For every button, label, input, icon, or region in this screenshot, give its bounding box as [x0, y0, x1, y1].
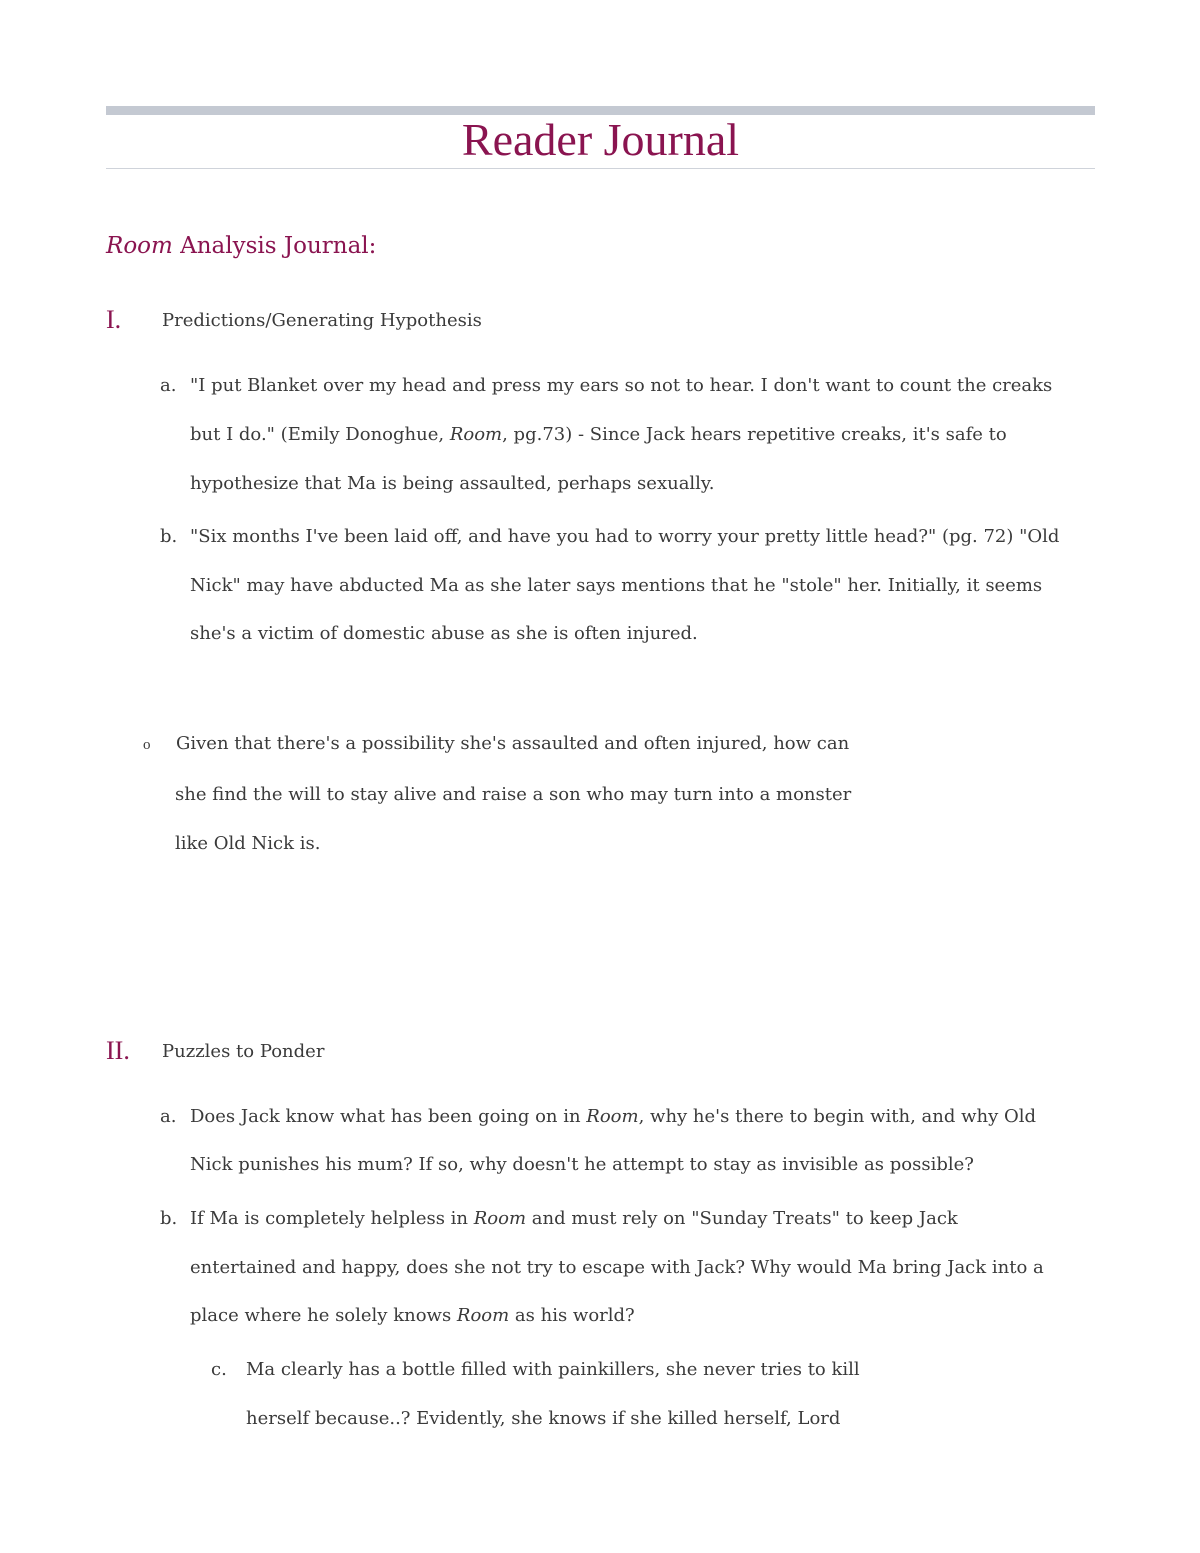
section-2-numeral: II. — [106, 1036, 130, 1065]
section-2-item-a-marker: a. — [160, 1106, 177, 1127]
section-2-item-b-marker: b. — [160, 1208, 178, 1229]
section-2-item-c-line-1: Ma clearly has a bottle filled with painkillers, she never tries to kill — [246, 1359, 860, 1380]
section-2-item-a-line-2: Nick punishes his mum? If so, why doesn't he attempt to stay as invisible as possible? — [190, 1154, 974, 1175]
section-2-item-b-line-2: entertained and happy, does she not try to escape with Jack? Why would Ma bring Jack into a — [190, 1257, 1044, 1278]
section-2-item-b-line-3 — [190, 1301, 635, 1331]
text-run: , pg.73) - Since Jack hears repetitive creaks, it's safe to — [502, 424, 1007, 445]
heading-text: Analysis Journal: — [172, 233, 377, 259]
section-1-item-a-line-3: hypothesize that Ma is being assaulted, perhaps sexually. — [190, 473, 715, 494]
section-1-bullet-line-2: she find the will to stay alive and raise a son who may turn into a monster — [175, 784, 852, 805]
section-2-item-c-line-2: herself because..? Evidently, she knows if she killed herself, Lord — [246, 1408, 841, 1429]
book-title-italic: Room — [449, 424, 503, 445]
text-run: If Ma is completely helpless in — [190, 1208, 474, 1229]
section-1-item-a-marker: a. — [160, 375, 177, 396]
journal-heading — [106, 230, 376, 262]
section-1-item-a-line-1: "I put Blanket over my head and press my ears so not to hear. I don't want to count the creaks — [190, 375, 1053, 396]
section-1-item-a-line-2 — [190, 420, 1007, 450]
section-1-item-b-marker: b. — [160, 526, 178, 547]
section-2-title: Puzzles to Ponder — [162, 1041, 325, 1062]
section-1-title: Predictions/Generating Hypothesis — [162, 310, 482, 331]
section-1-item-b-line-2: Nick" may have abducted Ma as she later says mentions that he "stole" her. Initially, it seems — [190, 575, 1043, 596]
text-run: and must rely on "Sunday Treats" to keep Jack — [526, 1208, 958, 1229]
heading-italic: Room — [106, 233, 173, 259]
section-1-numeral: I. — [106, 305, 122, 334]
text-run: but I do." (Emily Donoghue, — [190, 424, 450, 445]
text-run: , why he's there to begin with, and why Old — [638, 1106, 1037, 1127]
section-1-bullet-line-1: Given that there's a possibility she's assaulted and often injured, how can — [176, 733, 850, 754]
title-bottom-rule — [106, 168, 1095, 169]
book-title-italic: Room — [456, 1305, 510, 1326]
text-run: Does Jack know what has been going on in — [190, 1106, 587, 1127]
text-run: place where he solely knows — [190, 1305, 457, 1326]
section-1-item-b-line-1: "Six months I've been laid off, and have you had to worry your pretty little head?" (pg. 72) "Old — [190, 526, 1060, 547]
book-title-italic: Room — [473, 1208, 527, 1229]
section-1-bullet-line-3: like Old Nick is. — [175, 833, 321, 854]
section-2-item-c-marker: c. — [211, 1359, 227, 1380]
section-2-item-b-line-1 — [190, 1204, 958, 1234]
section-1-item-b-line-3: she's a victim of domestic abuse as she is often injured. — [190, 623, 698, 644]
text-run: as his world? — [509, 1305, 635, 1326]
section-1-bullet-marker: o — [143, 737, 151, 753]
section-2-item-a-line-1 — [190, 1102, 1036, 1132]
book-title-italic: Room — [586, 1106, 639, 1127]
document-title: Reader Journal — [461, 114, 740, 165]
